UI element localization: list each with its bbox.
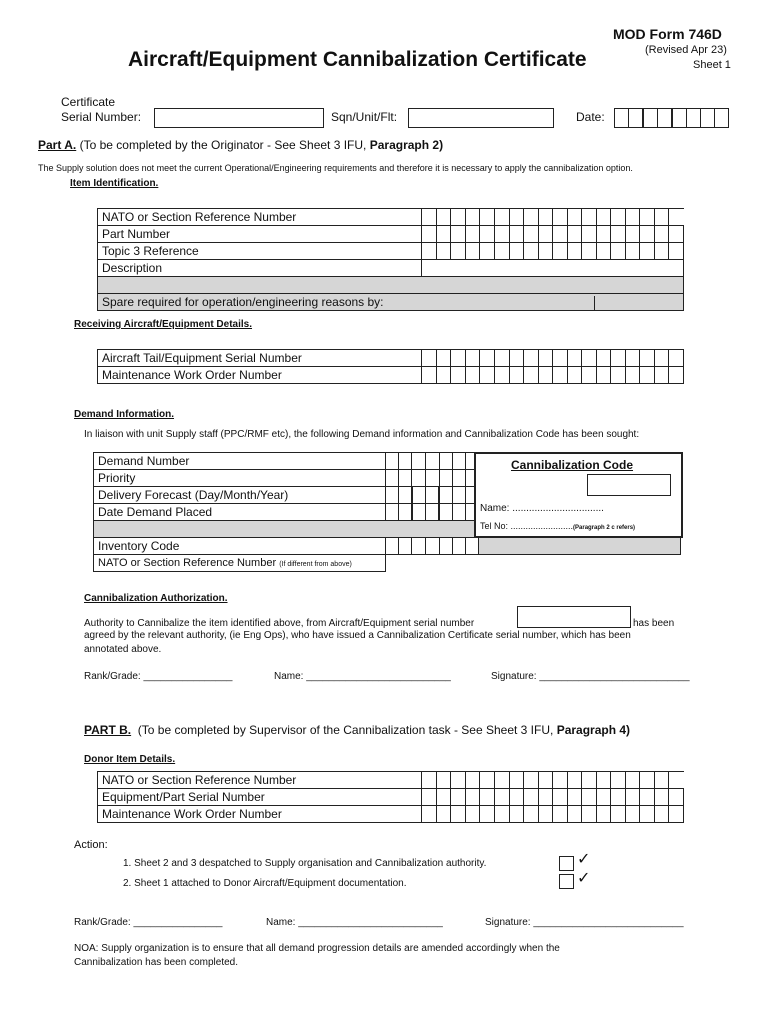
demand-number-cell[interactable] — [385, 453, 398, 470]
mwo-cell[interactable] — [654, 367, 669, 384]
nato-cell[interactable] — [582, 209, 597, 226]
donor-mwo-cell[interactable] — [654, 806, 669, 823]
part-number-cell[interactable] — [640, 226, 655, 243]
code-tel-field[interactable] — [480, 521, 635, 531]
part-a-paragraph: Paragraph 2) — [369, 138, 444, 152]
donor-row-label: Equipment/Part Serial Number — [98, 789, 422, 806]
donor-serial-cell[interactable] — [669, 789, 684, 806]
donor-nato-cell[interactable] — [465, 772, 480, 789]
mwo-cell[interactable] — [494, 367, 509, 384]
donor-serial-cell[interactable] — [596, 789, 611, 806]
priority-cell[interactable] — [425, 470, 439, 487]
authorization-text-line2: agreed by the relevant authority, (ie Eng Ops), who have issued a Cannibalization Certificate serial number, which has been — [84, 630, 631, 641]
forecast-cell[interactable] — [385, 487, 398, 504]
code-name-field[interactable]: Name: ................................. — [480, 503, 604, 514]
inventory-cell[interactable] — [425, 538, 439, 555]
donor-row-label: Maintenance Work Order Number — [98, 806, 422, 823]
gray-separator — [94, 521, 479, 538]
topic3-cell[interactable] — [625, 243, 640, 260]
tail-cell[interactable] — [436, 350, 451, 367]
inventory-cell[interactable] — [439, 538, 453, 555]
nato-cell[interactable] — [422, 209, 437, 226]
donor-serial-input[interactable] — [517, 606, 631, 628]
part-b-paragraph: Paragraph 4) — [556, 723, 631, 737]
part-number-cell[interactable] — [538, 226, 553, 243]
donor-nato-cell[interactable] — [611, 772, 626, 789]
cert-serial-label — [61, 95, 141, 125]
auth-rank-field[interactable]: Rank/Grade: ________________ — [84, 671, 233, 682]
mwo-cell[interactable] — [596, 367, 611, 384]
topic3-cell[interactable] — [669, 243, 684, 260]
receiving-table — [97, 349, 684, 384]
tail-cell[interactable] — [582, 350, 597, 367]
donor-mwo-cell[interactable] — [611, 806, 626, 823]
tail-cell[interactable] — [596, 350, 611, 367]
topic3-cell[interactable] — [538, 243, 553, 260]
part-number-cell[interactable] — [422, 226, 437, 243]
code-tel-label: Tel No: ......................... — [480, 521, 574, 531]
forecast-cell[interactable] — [453, 487, 466, 504]
topic3-cell[interactable] — [480, 243, 495, 260]
cert-label-line1: Certificate — [61, 95, 116, 109]
part-number-cell[interactable] — [567, 226, 582, 243]
item-row-label: Description — [98, 260, 422, 277]
cannibalization-code-input[interactable] — [587, 474, 671, 496]
priority-cell[interactable] — [385, 470, 398, 487]
forecast-cell[interactable] — [439, 487, 453, 504]
donor-nato-cell[interactable] — [422, 772, 437, 789]
part-number-cell[interactable] — [625, 226, 640, 243]
donor-mwo-cell[interactable] — [625, 806, 640, 823]
cannibalization-code-box — [474, 452, 683, 538]
revised-date: (Revised Apr 23) — [645, 44, 727, 56]
donor-nato-cell[interactable] — [451, 772, 466, 789]
part-number-cell[interactable] — [494, 226, 509, 243]
authorization-text-end: has been — [633, 618, 675, 629]
mwo-cell[interactable] — [611, 367, 626, 384]
demand-number-cell[interactable] — [453, 453, 466, 470]
part-number-cell[interactable] — [582, 226, 597, 243]
donor-nato-cell[interactable] — [524, 772, 539, 789]
inventory-code-label: Inventory Code — [94, 538, 386, 555]
donor-mwo-cell[interactable] — [480, 806, 495, 823]
topic3-cell[interactable] — [451, 243, 466, 260]
donor-mwo-cell[interactable] — [436, 806, 451, 823]
demand-number-cell[interactable] — [425, 453, 439, 470]
topic3-cell[interactable] — [596, 243, 611, 260]
donor-mwo-cell[interactable] — [567, 806, 582, 823]
donor-row-label: NATO or Section Reference Number — [98, 772, 422, 789]
demand-number-cell[interactable] — [439, 453, 453, 470]
topic3-cell[interactable] — [524, 243, 539, 260]
date-placed-cell[interactable] — [412, 504, 426, 521]
sqn-input[interactable] — [408, 108, 554, 128]
nato-cell[interactable] — [596, 209, 611, 226]
description-input[interactable] — [422, 260, 684, 277]
code-tel-note: (Paragraph 2 c refers) — [573, 525, 636, 531]
donor-heading: Donor Item Details. — [84, 754, 176, 765]
nato-cell[interactable] — [436, 209, 451, 226]
part-number-cell[interactable] — [524, 226, 539, 243]
donor-serial-cell[interactable] — [436, 789, 451, 806]
item-row-label: NATO or Section Reference Number — [98, 209, 422, 226]
mwo-cell[interactable] — [509, 367, 524, 384]
mwo-cell[interactable] — [422, 367, 437, 384]
tail-cell[interactable] — [451, 350, 466, 367]
gray-separator — [98, 277, 684, 294]
forecast-cell[interactable] — [412, 487, 426, 504]
donor-mwo-cell[interactable] — [451, 806, 466, 823]
part-number-cell[interactable] — [480, 226, 495, 243]
donor-serial-cell[interactable] — [480, 789, 495, 806]
part-a-heading-line — [38, 138, 443, 152]
priority-cell[interactable] — [412, 470, 426, 487]
authorization-text-line1: Authority to Cannibalize the item identified above, from Aircraft/Equipment serial number — [84, 618, 475, 629]
action-2-checkbox[interactable] — [559, 874, 574, 889]
topic3-cell[interactable] — [509, 243, 524, 260]
donor-serial-cell[interactable] — [422, 789, 437, 806]
mwo-cell[interactable] — [524, 367, 539, 384]
action-label: Action: — [74, 839, 108, 851]
cert-label-line2: Serial Number: — [61, 110, 142, 124]
nato-cell[interactable] — [567, 209, 582, 226]
nato-ref-row — [94, 555, 386, 572]
date-placed-cell[interactable] — [425, 504, 439, 521]
donor-nato-cell[interactable] — [582, 772, 597, 789]
donor-mwo-cell[interactable] — [422, 806, 437, 823]
spare-marker — [594, 296, 595, 310]
partb-name-field[interactable]: Name: __________________________ — [266, 917, 443, 928]
topic3-cell[interactable] — [422, 243, 437, 260]
donor-mwo-cell[interactable] — [582, 806, 597, 823]
nato-cell[interactable] — [611, 209, 626, 226]
auth-signature-field[interactable]: Signature: ___________________________ — [491, 671, 690, 682]
nato-cell[interactable] — [654, 209, 669, 226]
part-number-cell[interactable] — [596, 226, 611, 243]
donor-serial-cell[interactable] — [553, 789, 568, 806]
topic3-cell[interactable] — [640, 243, 655, 260]
spare-required-row[interactable] — [98, 294, 684, 311]
nato-cell[interactable] — [494, 209, 509, 226]
donor-serial-cell[interactable] — [582, 789, 597, 806]
date-placed-cell[interactable] — [398, 504, 412, 521]
tail-cell[interactable] — [669, 350, 684, 367]
donor-mwo-cell[interactable] — [524, 806, 539, 823]
nato-cell[interactable] — [465, 209, 480, 226]
date-input[interactable] — [614, 108, 729, 128]
priority-cell[interactable] — [398, 470, 412, 487]
donor-serial-cell[interactable] — [524, 789, 539, 806]
tail-cell[interactable] — [465, 350, 480, 367]
donor-mwo-cell[interactable] — [538, 806, 553, 823]
mwo-cell[interactable] — [480, 367, 495, 384]
nato-cell[interactable] — [640, 209, 655, 226]
cannibalization-code-title: Cannibalization Code — [511, 458, 634, 472]
donor-mwo-cell[interactable] — [596, 806, 611, 823]
mwo-cell[interactable] — [451, 367, 466, 384]
item-row-label: Part Number — [98, 226, 422, 243]
date-label: Date: — [576, 110, 605, 124]
demand-intro: In liaison with unit Supply staff (PPC/RMF etc), the following Demand information and Cannibalization Code has been sought: — [84, 429, 640, 440]
topic3-cell[interactable] — [436, 243, 451, 260]
nato-cell[interactable] — [480, 209, 495, 226]
nato-cell[interactable] — [625, 209, 640, 226]
inventory-cell[interactable] — [466, 538, 479, 555]
part-b-heading: PART B. — [84, 723, 132, 737]
form-number: MOD Form 746D — [613, 26, 722, 42]
donor-nato-cell[interactable] — [553, 772, 568, 789]
donor-nato-cell[interactable] — [480, 772, 495, 789]
donor-serial-cell[interactable] — [494, 789, 509, 806]
donor-nato-cell[interactable] — [625, 772, 640, 789]
donor-nato-cell[interactable] — [494, 772, 509, 789]
donor-mwo-cell[interactable] — [509, 806, 524, 823]
topic3-cell[interactable] — [654, 243, 669, 260]
mwo-cell[interactable] — [582, 367, 597, 384]
forecast-cell[interactable] — [398, 487, 412, 504]
mwo-cell[interactable] — [567, 367, 582, 384]
part-a-instruction: (To be completed by the Originator - See Sheet 3 IFU, — [79, 138, 367, 152]
inventory-cell[interactable] — [398, 538, 412, 555]
part-number-cell[interactable] — [465, 226, 480, 243]
forecast-cell[interactable] — [425, 487, 439, 504]
tail-cell[interactable] — [538, 350, 553, 367]
partb-rank-field[interactable]: Rank/Grade: ________________ — [74, 917, 223, 928]
tail-cell[interactable] — [480, 350, 495, 367]
inventory-cell[interactable] — [453, 538, 466, 555]
tail-cell[interactable] — [494, 350, 509, 367]
donor-serial-cell[interactable] — [611, 789, 626, 806]
checkmark-icon: ✓ — [577, 870, 591, 887]
part-a-heading: Part A. — [38, 138, 77, 152]
authorization-text-line3: annotated above. — [84, 644, 162, 655]
donor-serial-cell[interactable] — [567, 789, 582, 806]
date-placed-cell[interactable] — [453, 504, 466, 521]
donor-table — [97, 771, 684, 823]
topic3-cell[interactable] — [611, 243, 626, 260]
priority-cell[interactable] — [453, 470, 466, 487]
donor-serial-cell[interactable] — [451, 789, 466, 806]
donor-serial-cell[interactable] — [538, 789, 553, 806]
tail-cell[interactable] — [567, 350, 582, 367]
nato-cell[interactable] — [509, 209, 524, 226]
demand-row-label: Demand Number — [94, 453, 386, 470]
mwo-cell[interactable] — [640, 367, 655, 384]
inventory-cell[interactable] — [412, 538, 426, 555]
mwo-cell[interactable] — [553, 367, 568, 384]
tail-cell[interactable] — [654, 350, 669, 367]
action-1-checkbox[interactable] — [559, 856, 574, 871]
action-item-1: 1. Sheet 2 and 3 despatched to Supply organisation and Cannibalization authority. — [123, 858, 487, 869]
nato-ref-label: NATO or Section Reference Number — [98, 557, 277, 569]
sheet-number: Sheet 1 — [693, 59, 731, 71]
item-identification-heading: Item Identification. — [70, 178, 159, 189]
donor-nato-cell[interactable] — [538, 772, 553, 789]
partb-signature-field[interactable]: Signature: ___________________________ — [485, 917, 684, 928]
tail-cell[interactable] — [524, 350, 539, 367]
nato-cell[interactable] — [538, 209, 553, 226]
tail-cell[interactable] — [553, 350, 568, 367]
action-item-2: 2. Sheet 1 attached to Donor Aircraft/Equipment documentation. — [123, 878, 407, 889]
part-number-cell[interactable] — [451, 226, 466, 243]
donor-mwo-cell[interactable] — [640, 806, 655, 823]
donor-mwo-cell[interactable] — [465, 806, 480, 823]
nato-ref-note: (If different from above) — [279, 561, 352, 568]
item-identification-table — [97, 208, 684, 311]
donor-serial-cell[interactable] — [509, 789, 524, 806]
item-row-label: Topic 3 Reference — [98, 243, 422, 260]
topic3-cell[interactable] — [465, 243, 480, 260]
tail-cell[interactable] — [509, 350, 524, 367]
donor-serial-cell[interactable] — [640, 789, 655, 806]
checkmark-icon: ✓ — [577, 851, 591, 868]
tail-cell[interactable] — [422, 350, 437, 367]
topic3-cell[interactable] — [494, 243, 509, 260]
auth-name-field[interactable]: Name: __________________________ — [274, 671, 451, 682]
inventory-cell[interactable] — [385, 538, 398, 555]
donor-nato-cell[interactable] — [567, 772, 582, 789]
nato-cell[interactable] — [553, 209, 568, 226]
donor-mwo-cell[interactable] — [669, 806, 684, 823]
mwo-cell[interactable] — [538, 367, 553, 384]
part-b-heading-line — [84, 723, 630, 737]
part-number-cell[interactable] — [436, 226, 451, 243]
topic3-cell[interactable] — [553, 243, 568, 260]
demand-number-cell[interactable] — [398, 453, 412, 470]
mwo-cell[interactable] — [625, 367, 640, 384]
date-placed-cell[interactable] — [439, 504, 453, 521]
donor-nato-cell[interactable] — [654, 772, 669, 789]
nato-cell[interactable] — [451, 209, 466, 226]
priority-cell[interactable] — [439, 470, 453, 487]
mwo-cell[interactable] — [465, 367, 480, 384]
donor-serial-cell[interactable] — [654, 789, 669, 806]
donor-nato-cell[interactable] — [509, 772, 524, 789]
inventory-gray — [479, 538, 681, 555]
part-number-cell[interactable] — [553, 226, 568, 243]
cert-serial-input[interactable] — [154, 108, 324, 128]
demand-heading: Demand Information. — [74, 409, 175, 420]
page-title: Aircraft/Equipment Cannibalization Certificate — [128, 48, 587, 71]
part-number-cell[interactable] — [669, 226, 684, 243]
demand-row-label: Delivery Forecast (Day/Month/Year) — [94, 487, 386, 504]
part-number-cell[interactable] — [654, 226, 669, 243]
part-a-note: The Supply solution does not meet the current Operational/Engineering requirements and therefore it is necessary to apply the cannibalization option. — [38, 163, 633, 173]
sqn-label: Sqn/Unit/Flt: — [331, 110, 398, 124]
receiving-row-label: Aircraft Tail/Equipment Serial Number — [98, 350, 422, 367]
tail-cell[interactable] — [611, 350, 626, 367]
receiving-row-label: Maintenance Work Order Number — [98, 367, 422, 384]
date-placed-cell[interactable] — [385, 504, 398, 521]
authorization-heading: Cannibalization Authorization. — [84, 593, 228, 604]
donor-serial-cell[interactable] — [465, 789, 480, 806]
part-number-cell[interactable] — [509, 226, 524, 243]
donor-nato-cell[interactable] — [596, 772, 611, 789]
demand-number-cell[interactable] — [412, 453, 426, 470]
donor-nato-cell[interactable] — [640, 772, 655, 789]
nato-cell[interactable] — [524, 209, 539, 226]
topic3-cell[interactable] — [567, 243, 582, 260]
noa-line-1: NOA: Supply organization is to ensure that all demand progression details are amended accordingly when the — [74, 943, 560, 954]
donor-mwo-cell[interactable] — [494, 806, 509, 823]
topic3-cell[interactable] — [582, 243, 597, 260]
tail-cell[interactable] — [640, 350, 655, 367]
donor-nato-cell[interactable] — [436, 772, 451, 789]
tail-cell[interactable] — [625, 350, 640, 367]
demand-row-label: Priority — [94, 470, 386, 487]
noa-line-2: Cannibalization has been completed. — [74, 957, 238, 968]
donor-mwo-cell[interactable] — [553, 806, 568, 823]
receiving-heading: Receiving Aircraft/Equipment Details. — [74, 319, 253, 330]
spare-required-label: Spare required for operation/engineering reasons by: — [102, 295, 384, 309]
part-b-instruction: (To be completed by Supervisor of the Cannibalization task - See Sheet 3 IFU, — [137, 723, 554, 737]
mwo-cell[interactable] — [436, 367, 451, 384]
mwo-cell[interactable] — [669, 367, 684, 384]
donor-serial-cell[interactable] — [625, 789, 640, 806]
part-number-cell[interactable] — [611, 226, 626, 243]
demand-row-label: Date Demand Placed — [94, 504, 386, 521]
